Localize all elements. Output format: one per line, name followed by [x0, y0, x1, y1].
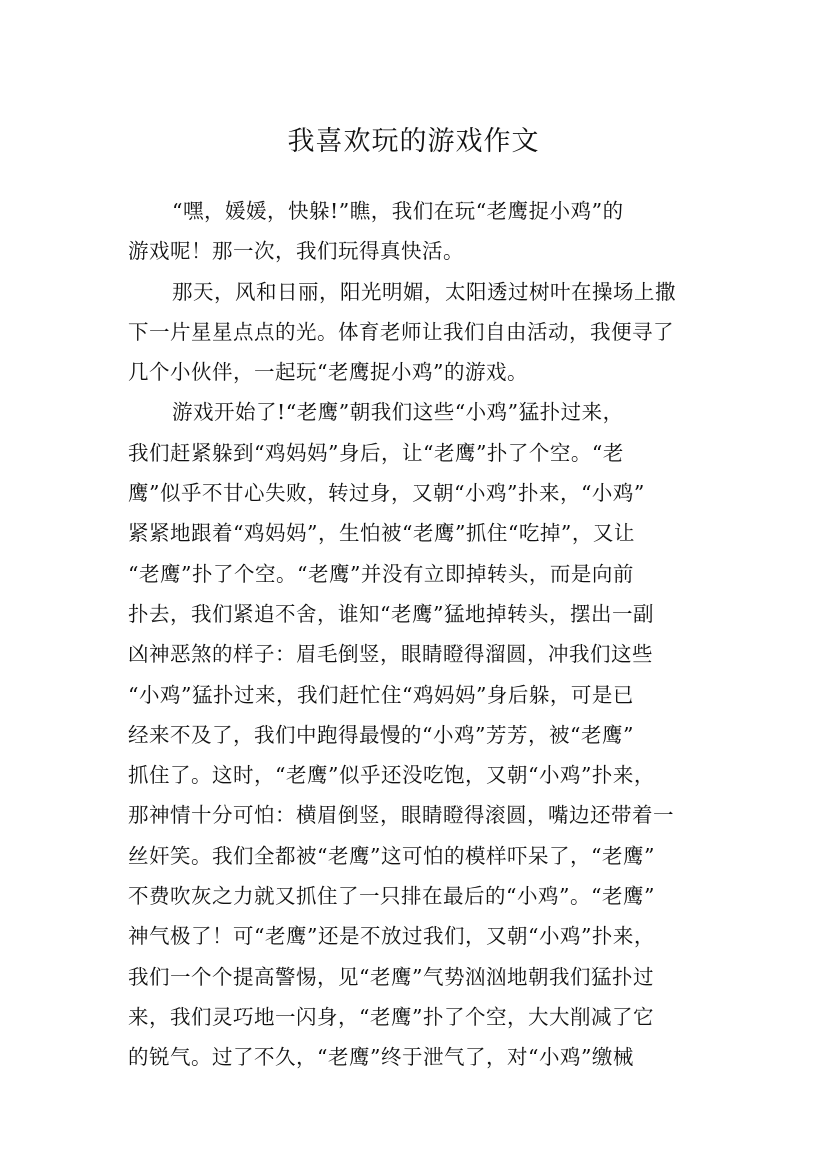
text-line: 鹰”似乎不甘心失败，转过身，又朝“小鸡”扑来，“小鸡”	[128, 481, 645, 506]
text-line: 凶神恶煞的样子：眉毛倒竖，眼睛瞪得溜圆，冲我们这些	[128, 642, 653, 667]
text-line: 神气极了！可“老鹰”还是不放过我们，又朝“小鸡”扑来，	[128, 924, 655, 949]
text-line: “老鹰”扑了个空。“老鹰”并没有立即掉转头，而是向前	[128, 561, 634, 586]
text-line: 来，我们灵巧地一闪身，“老鹰”扑了个空，大大削减了它	[128, 1004, 654, 1029]
text-line: 下一片星星点点的光。体育老师让我们自由活动，我便寻了	[128, 319, 674, 344]
text-line: 紧紧地跟着“鸡妈妈”，生怕被“老鹰”抓住“吃掉”，又让	[128, 521, 635, 546]
text-line: 我们一个个提高警惕，见“老鹰”气势汹汹地朝我们猛扑过	[128, 964, 654, 989]
text-line: 丝奸笑。我们全都被“老鹰”这可怕的模样吓呆了，“老鹰”	[128, 843, 655, 868]
text-line: 那天，风和日丽，阳光明媚，太阳透过树叶在操场上撒	[172, 279, 676, 304]
text-line: 的锐气。过了不久，“老鹰”终于泄气了，对“小鸡”缴械	[128, 1045, 634, 1070]
text-line: 扑去，我们紧追不舍，谁知“老鹰”猛地掉转头，摆出一副	[128, 601, 654, 626]
text-line: 几个小伙伴，一起玩“老鹰捉小鸡”的游戏。	[128, 360, 528, 385]
text-line: 经来不及了，我们中跑得最慢的“小鸡”芳芳，被“老鹰”	[128, 722, 634, 747]
document-title: 我喜欢玩的游戏作文	[287, 126, 540, 158]
text-line: 那神情十分可怕：横眉倒竖，眼睛瞪得滚圆，嘴边还带着一	[128, 803, 674, 828]
text-line: 游戏呢！那一次，我们玩得真快活。	[128, 239, 464, 264]
text-line: “小鸡”猛扑过来，我们赶忙住“鸡妈妈”身后躲，可是已	[128, 682, 634, 707]
text-line: 游戏开始了!“老鹰”朝我们这些“小鸡”猛扑过来，	[172, 400, 624, 425]
text-line: 不费吹灰之力就又抓住了一只排在最后的“小鸡”。“老鹰”	[128, 884, 655, 909]
text-line: “嘿，媛媛，快躲!”瞧，我们在玩“老鹰捉小鸡”的	[172, 199, 624, 223]
essay-body	[128, 191, 710, 1078]
text-line: 抓住了。这时，“老鹰”似乎还没吃饱，又朝“小鸡”扑来，	[128, 763, 655, 788]
text-line: 我们赶紧躲到“鸡妈妈”身后，让“老鹰”扑了个空。“老	[128, 440, 624, 465]
